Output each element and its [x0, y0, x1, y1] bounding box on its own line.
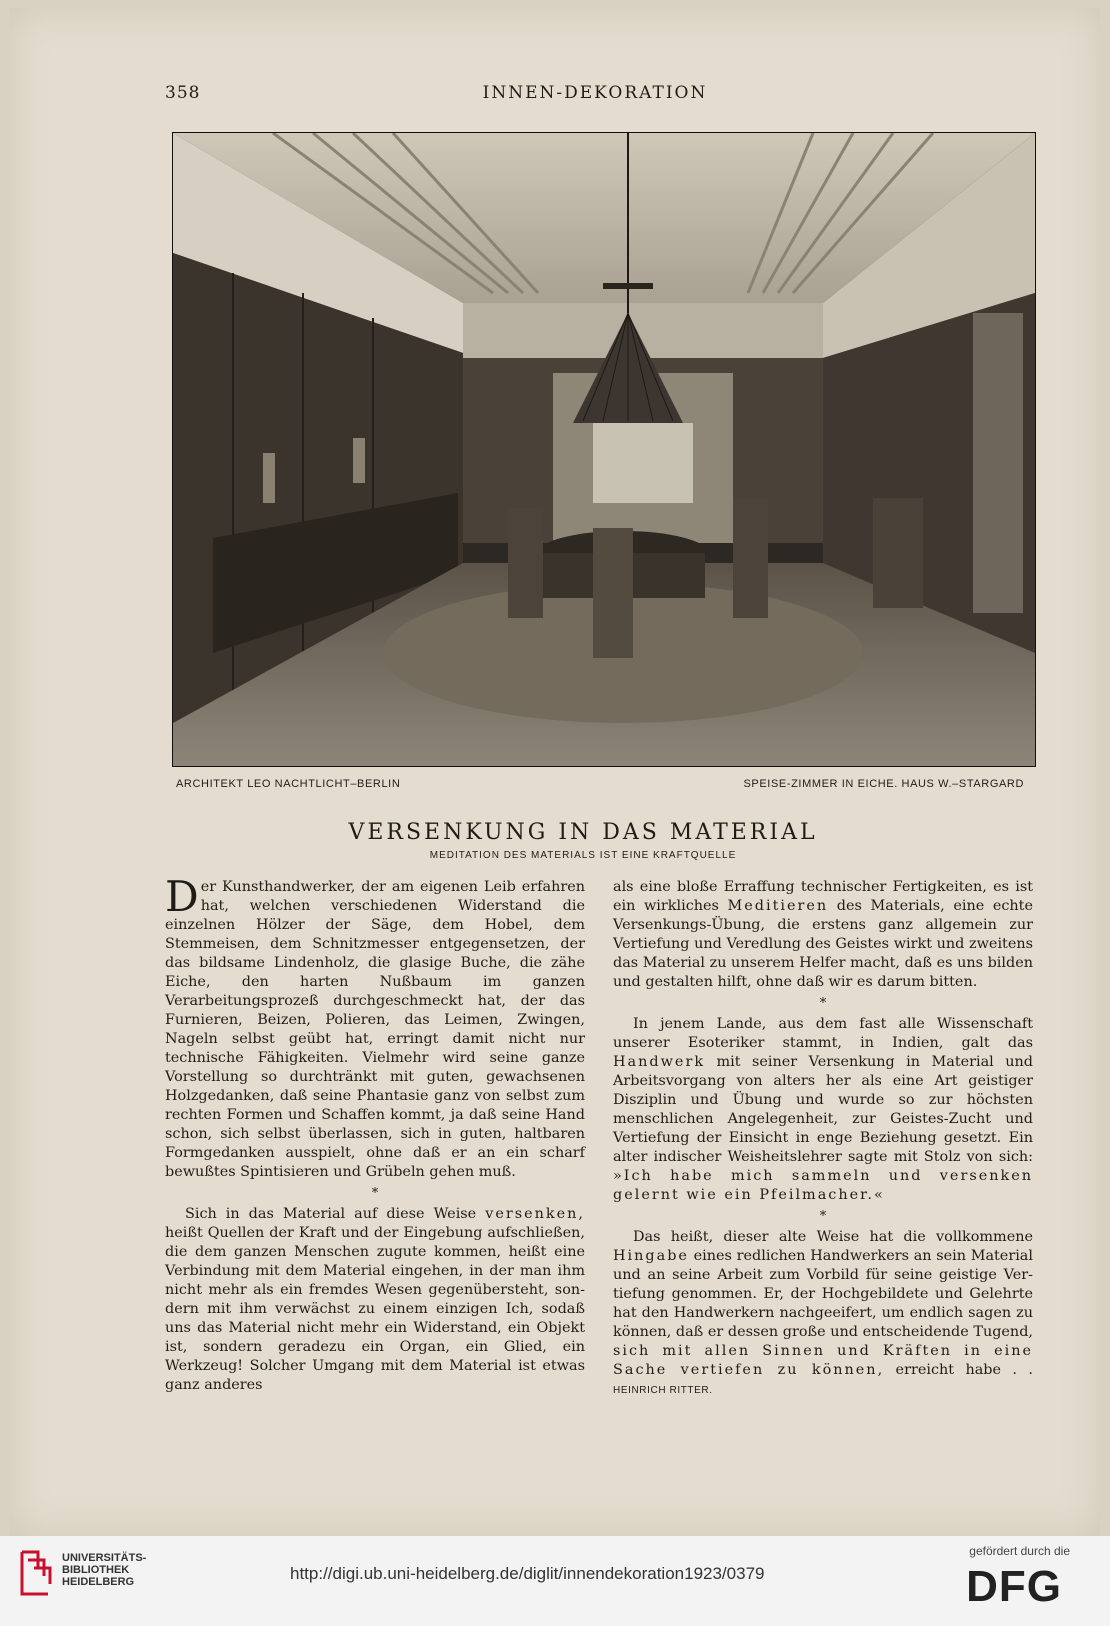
paragraph-text: des Materials, eine echte Versenkungs-Übung, die erstens ganz allgemein zur Vertiefung und Veredlung des Geistes wirkt und zweitens das Material zu unserem Helfer macht, daß es uns bilden und gestalten hilft, ohne daß wir es darum bitten.: [613, 898, 1033, 990]
figure-caption-room: SPEISE-ZIMMER IN EICHE. HAUS W.–STARGARD: [743, 778, 1024, 790]
paragraph-text: In jenem Lande, aus dem fast alle Wissenschaft unserer Esoteriker stammt, in Indien, galt das: [613, 1016, 1033, 1051]
article-subtitle: MEDITATION DES MATERIALS IST EINE KRAFTQUELLE: [429, 850, 737, 861]
figure-caption-architect: ARCHITEKT LEO NACHTLICHT–BERLIN: [176, 778, 401, 790]
paragraph-text: als eine bloße Erraffung technischer Fertigkeiten, es ist ein wirkliches: [613, 879, 1033, 914]
emphasis-text: sich mit allen Sinnen und Kräften in eine Sache vertiefen zu können,: [613, 1343, 1033, 1378]
author-signature: HEINRICH RITTER.: [613, 1385, 713, 1396]
running-title: INNEN-DEKORATION: [482, 83, 708, 103]
paragraph: [165, 1205, 585, 1395]
library-name-line: HEIDELBERG: [62, 1576, 135, 1588]
digitization-footer: [0, 1536, 1110, 1626]
paragraph-text: eines redlichen Handwerkers an sein Material und an seine Arbeit zum Vorbild für seine geistige Vertiefung genommen. Er, der Hochgebildete und Gelehrte hat den Handwerkern nachgeeifert, um endlich sagen zu können, daß er dessen große und entscheidende Tugend,: [613, 1248, 1033, 1340]
paragraph: [165, 872, 585, 1182]
library-name-line: UNIVERSITÄTS-: [62, 1552, 147, 1564]
section-separator: *: [371, 1186, 379, 1201]
text-column-left: [165, 872, 585, 1395]
paragraph-text: mit seiner Versenkung in Material und Arbeitsvorgang von alters her als eine Art geistiger Disziplin und Übung und wurde so zur höchsten menschlichen Angelegenheit, zur Geistes-Zucht und Vertiefung der Einsicht in enge Beziehung gesetzt. Ein alter indischer Weisheitslehrer sagte mit Stolz von sich:: [613, 1054, 1033, 1165]
emphasis-text: versenken,: [485, 1206, 585, 1222]
source-url-link[interactable]: http://digi.ub.uni-heidelberg.de/diglit/innendekoration1923/0379: [290, 1564, 765, 1583]
paragraph-text: erreicht habe . .: [884, 1362, 1033, 1378]
section-separator: *: [819, 1209, 827, 1224]
paragraph-text: er Kunsthandwerker, der am eigenen Leib erfahren hat, welchen verschiedenen Widerstand die einzelnen Hölzer der Säge, dem Hobel, dem Stemmeisen, dem Schnitzmesser entgegensetzen, der das bildsame Lindenholz, die glasige Buche, die zähe Eiche, den harten Nußbaum im ganzen Verarbeitungsprozeß durchgeschmeckt hat, der das Furnieren, Beizen, Polieren, das Leimen, Zwingen, Nageln selbst geübt hat, erringt damit nicht nur technische Fähigkeiten. Vielmehr wird seine ganze Vorstellung so durchtränkt mit guten, gewachsenen Holzgedanken, daß seine Phantasie ganz von selbst zum rechten Formen und Schaffen kommt, ja daß seine Hand schon, sich selbst überlassen, sich in guten, haltbaren Formgedanken ausspielt, ohne daß er an ein scharf bewußtes Spintisieren und Grübeln gehen muß.: [165, 879, 585, 1180]
emphasis-text: Handwerk: [613, 1054, 706, 1070]
article-title: VERSENKUNG IN DAS MATERIAL: [348, 820, 818, 845]
paragraph-text: Das heißt, dieser alte Weise hat die vollkommene: [633, 1229, 1033, 1245]
paragraph: [613, 878, 1033, 992]
library-name: [62, 1552, 146, 1588]
quotation: »Ich habe mich sammeln und versenken gelernt wie ein Pfeilmacher.«: [613, 1168, 1033, 1203]
text-column-right: [613, 878, 1033, 1400]
library-logo-icon: [18, 1546, 56, 1600]
emphasis-text: Meditieren: [727, 898, 829, 914]
emphasis-text: Hingabe: [613, 1248, 689, 1264]
paragraph-text: Sich in das Material auf diese Weise: [185, 1206, 486, 1222]
funded-by-label: gefördert durch die: [969, 1544, 1070, 1558]
dfg-logo: DFG: [966, 1562, 1062, 1611]
paragraph: [613, 1015, 1033, 1205]
library-name-line: BIBLIOTHEK: [62, 1564, 130, 1576]
page-number: 358: [165, 83, 201, 103]
section-separator: *: [819, 996, 827, 1011]
drop-cap: D: [165, 872, 199, 921]
paragraph: [613, 1228, 1033, 1400]
dining-room-photograph: [172, 132, 1036, 767]
paragraph-text: heißt Quellen der Kraft und der Eingebung aufschließen, die dem ganzen Menschen zugute kommen, heißt eine Verbindung mit dem Material eingehen, in der man ihm nicht mehr als ein fremdes Wesen gegenübersteht, sondern mit ihm verwächst zu einem einzigen Ich, sodaß uns das Material nicht mehr ein Widerstand, ein Objekt ist, sondern geradezu ein Organ, ein Glied, ein Werkzeug! Solcher Umgang mit dem Material ist etwas ganz anderes: [165, 1225, 585, 1393]
dining-room-photo-image: [173, 133, 1035, 766]
